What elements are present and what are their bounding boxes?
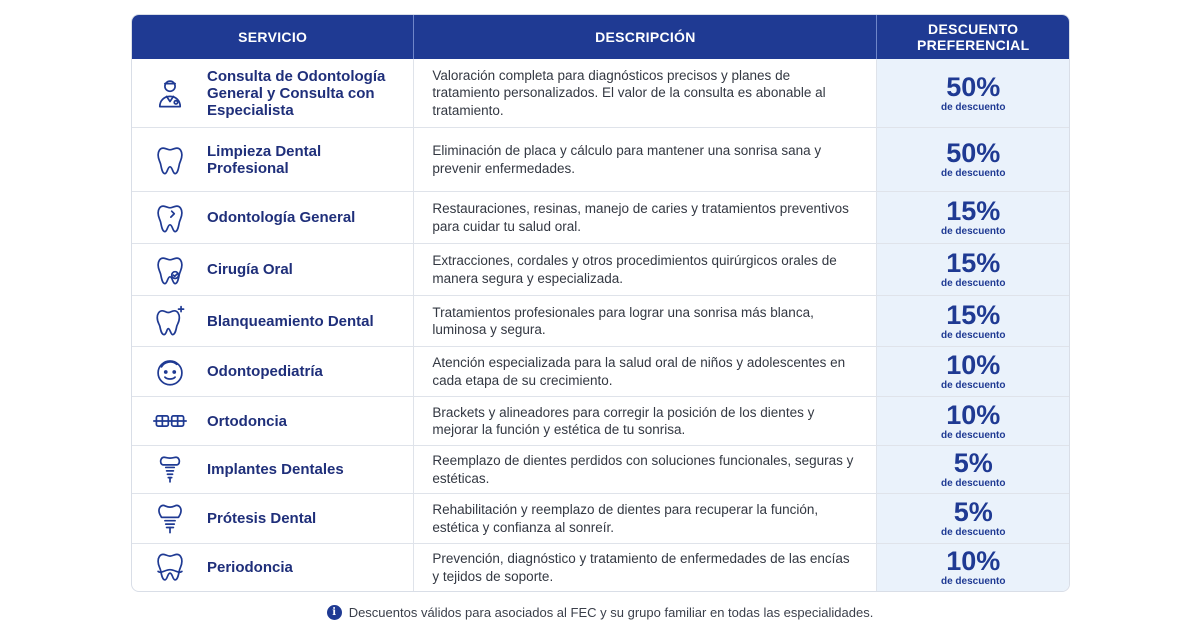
table-row [132, 295, 1069, 346]
discount-value: 10% [946, 350, 1001, 380]
header-discount [876, 15, 1069, 59]
table-row [132, 191, 1069, 243]
service-name: Ortodoncia [207, 412, 288, 430]
dentist-icon [132, 76, 207, 110]
table-row [132, 445, 1069, 493]
discount-value: 50% [946, 71, 1001, 102]
service-cell [132, 192, 413, 243]
discount-cell [876, 446, 1069, 493]
discount-cell [876, 494, 1069, 543]
discount-cell [876, 244, 1069, 295]
table-row [132, 243, 1069, 295]
service-cell [132, 494, 413, 543]
discount-cell [876, 128, 1069, 191]
discount-cell [876, 397, 1069, 445]
service-name: Periodoncia [207, 559, 293, 576]
service-name: Odontología General [207, 209, 356, 226]
table-row [132, 127, 1069, 191]
description-cell [413, 192, 876, 243]
service-description: Rehabilitación y reemplazo de dientes para recuperar la función, estética y confianza al sonreír. [432, 502, 819, 535]
discount-value: 15% [946, 248, 1001, 278]
service-name: Limpieza Dental Profesional [207, 142, 322, 177]
description-cell [413, 397, 876, 445]
service-cell [132, 244, 413, 295]
tooth-sparkle-icon [132, 304, 207, 338]
service-cell [132, 544, 413, 591]
discount-cell [876, 544, 1069, 591]
table-header [132, 15, 1069, 59]
service-description: Restauraciones, resinas, manejo de caries y tratamientos preventivos para cuidar tu salud oral. [432, 201, 849, 234]
description-cell [413, 128, 876, 191]
discount-label: de descuento [940, 226, 1006, 237]
description-cell [413, 446, 876, 493]
discount-label: de descuento [940, 478, 1006, 489]
child-face-icon [132, 355, 207, 389]
service-name: Blanqueamiento Dental [207, 312, 374, 330]
discount-value: 15% [946, 299, 1001, 330]
service-name: Odontopediatría [207, 363, 323, 380]
description-cell [413, 494, 876, 543]
discount-label: de descuento [940, 168, 1006, 179]
service-description: Brackets y alineadores para corregir la posición de los dientes y mejorar la función y estética de tu sonrisa. [432, 404, 815, 437]
service-description: Eliminación de placa y cálculo para mantener una sonrisa sana y prevenir enfermedades. [432, 143, 822, 176]
discount-value: 15% [946, 196, 1001, 226]
service-name: Implantes Dentales [207, 461, 344, 478]
header-service: SERVICIO [238, 29, 308, 45]
service-name: Prótesis Dental [207, 510, 317, 527]
discount-cell [876, 192, 1069, 243]
tooth-restoration-icon [132, 201, 207, 235]
service-cell [132, 347, 413, 396]
service-name: Consulta de Odontología General y Consulta con Especialista [207, 67, 386, 119]
table-row [132, 543, 1069, 591]
service-name: Cirugía Oral [207, 261, 293, 278]
discount-label: de descuento [940, 576, 1006, 587]
service-cell [132, 397, 413, 445]
table-row [132, 493, 1069, 543]
discount-cell [876, 296, 1069, 346]
table-row [132, 59, 1069, 127]
discount-value: 10% [946, 546, 1001, 576]
discount-label: de descuento [940, 101, 1006, 113]
info-icon: i [327, 605, 342, 620]
tooth-icon [132, 143, 207, 177]
discount-cell [876, 347, 1069, 396]
service-cell [132, 446, 413, 493]
service-description: Reemplazo de dientes perdidos con soluciones funcionales, seguras y estéticas. [432, 453, 854, 486]
service-cell [132, 59, 413, 127]
discount-value: 50% [946, 138, 1001, 168]
description-cell [413, 347, 876, 396]
discount-label: de descuento [940, 527, 1006, 538]
table-row [132, 346, 1069, 396]
gums-icon [132, 551, 207, 585]
service-description: Tratamientos profesionales para lograr una sonrisa más blanca, luminosa y segura. [432, 304, 814, 337]
discount-cell [876, 59, 1069, 127]
discount-label: de descuento [940, 429, 1006, 441]
dental-prosthesis-icon [132, 502, 207, 536]
service-cell [132, 296, 413, 346]
service-cell [132, 128, 413, 191]
table-row [132, 396, 1069, 445]
service-description: Atención especializada para la salud oral de niños y adolescentes en cada etapa de su crecimiento. [432, 355, 846, 388]
header-discount-line2: PREFERENCIAL [916, 37, 1030, 53]
discount-table [131, 14, 1070, 592]
description-cell [413, 544, 876, 591]
service-description: Valoración completa para diagnósticos precisos y planes de tratamiento personalizados. El valor de la consulta es abonable al tratamiento. [432, 67, 826, 118]
header-description: DESCRIPCIÓN [413, 15, 876, 59]
discount-value: 5% [953, 497, 993, 527]
braces-icon [132, 404, 207, 438]
discount-value: 5% [953, 448, 993, 478]
service-description: Extracciones, cordales y otros procedimientos quirúrgicos orales de manera segura y especializada. [432, 253, 837, 286]
dental-implant-icon [132, 453, 207, 487]
footnote [0, 605, 1200, 620]
description-cell [413, 296, 876, 346]
description-cell [413, 59, 876, 127]
discount-label: de descuento [940, 278, 1006, 289]
discount-label: de descuento [940, 380, 1006, 391]
discount-value: 10% [946, 399, 1001, 430]
service-description: Prevención, diagnóstico y tratamiento de enfermedades de las encías y tejidos de soporte. [432, 551, 850, 584]
header-discount-line1: DESCUENTO [928, 21, 1019, 37]
discount-label: de descuento [940, 329, 1006, 341]
footnote-text: Descuentos válidos para asociados al FEC y su grupo familiar en todas las especialidades. [348, 605, 874, 620]
table-body [132, 59, 1069, 591]
tooth-surgery-icon [132, 253, 207, 287]
description-cell [413, 244, 876, 295]
